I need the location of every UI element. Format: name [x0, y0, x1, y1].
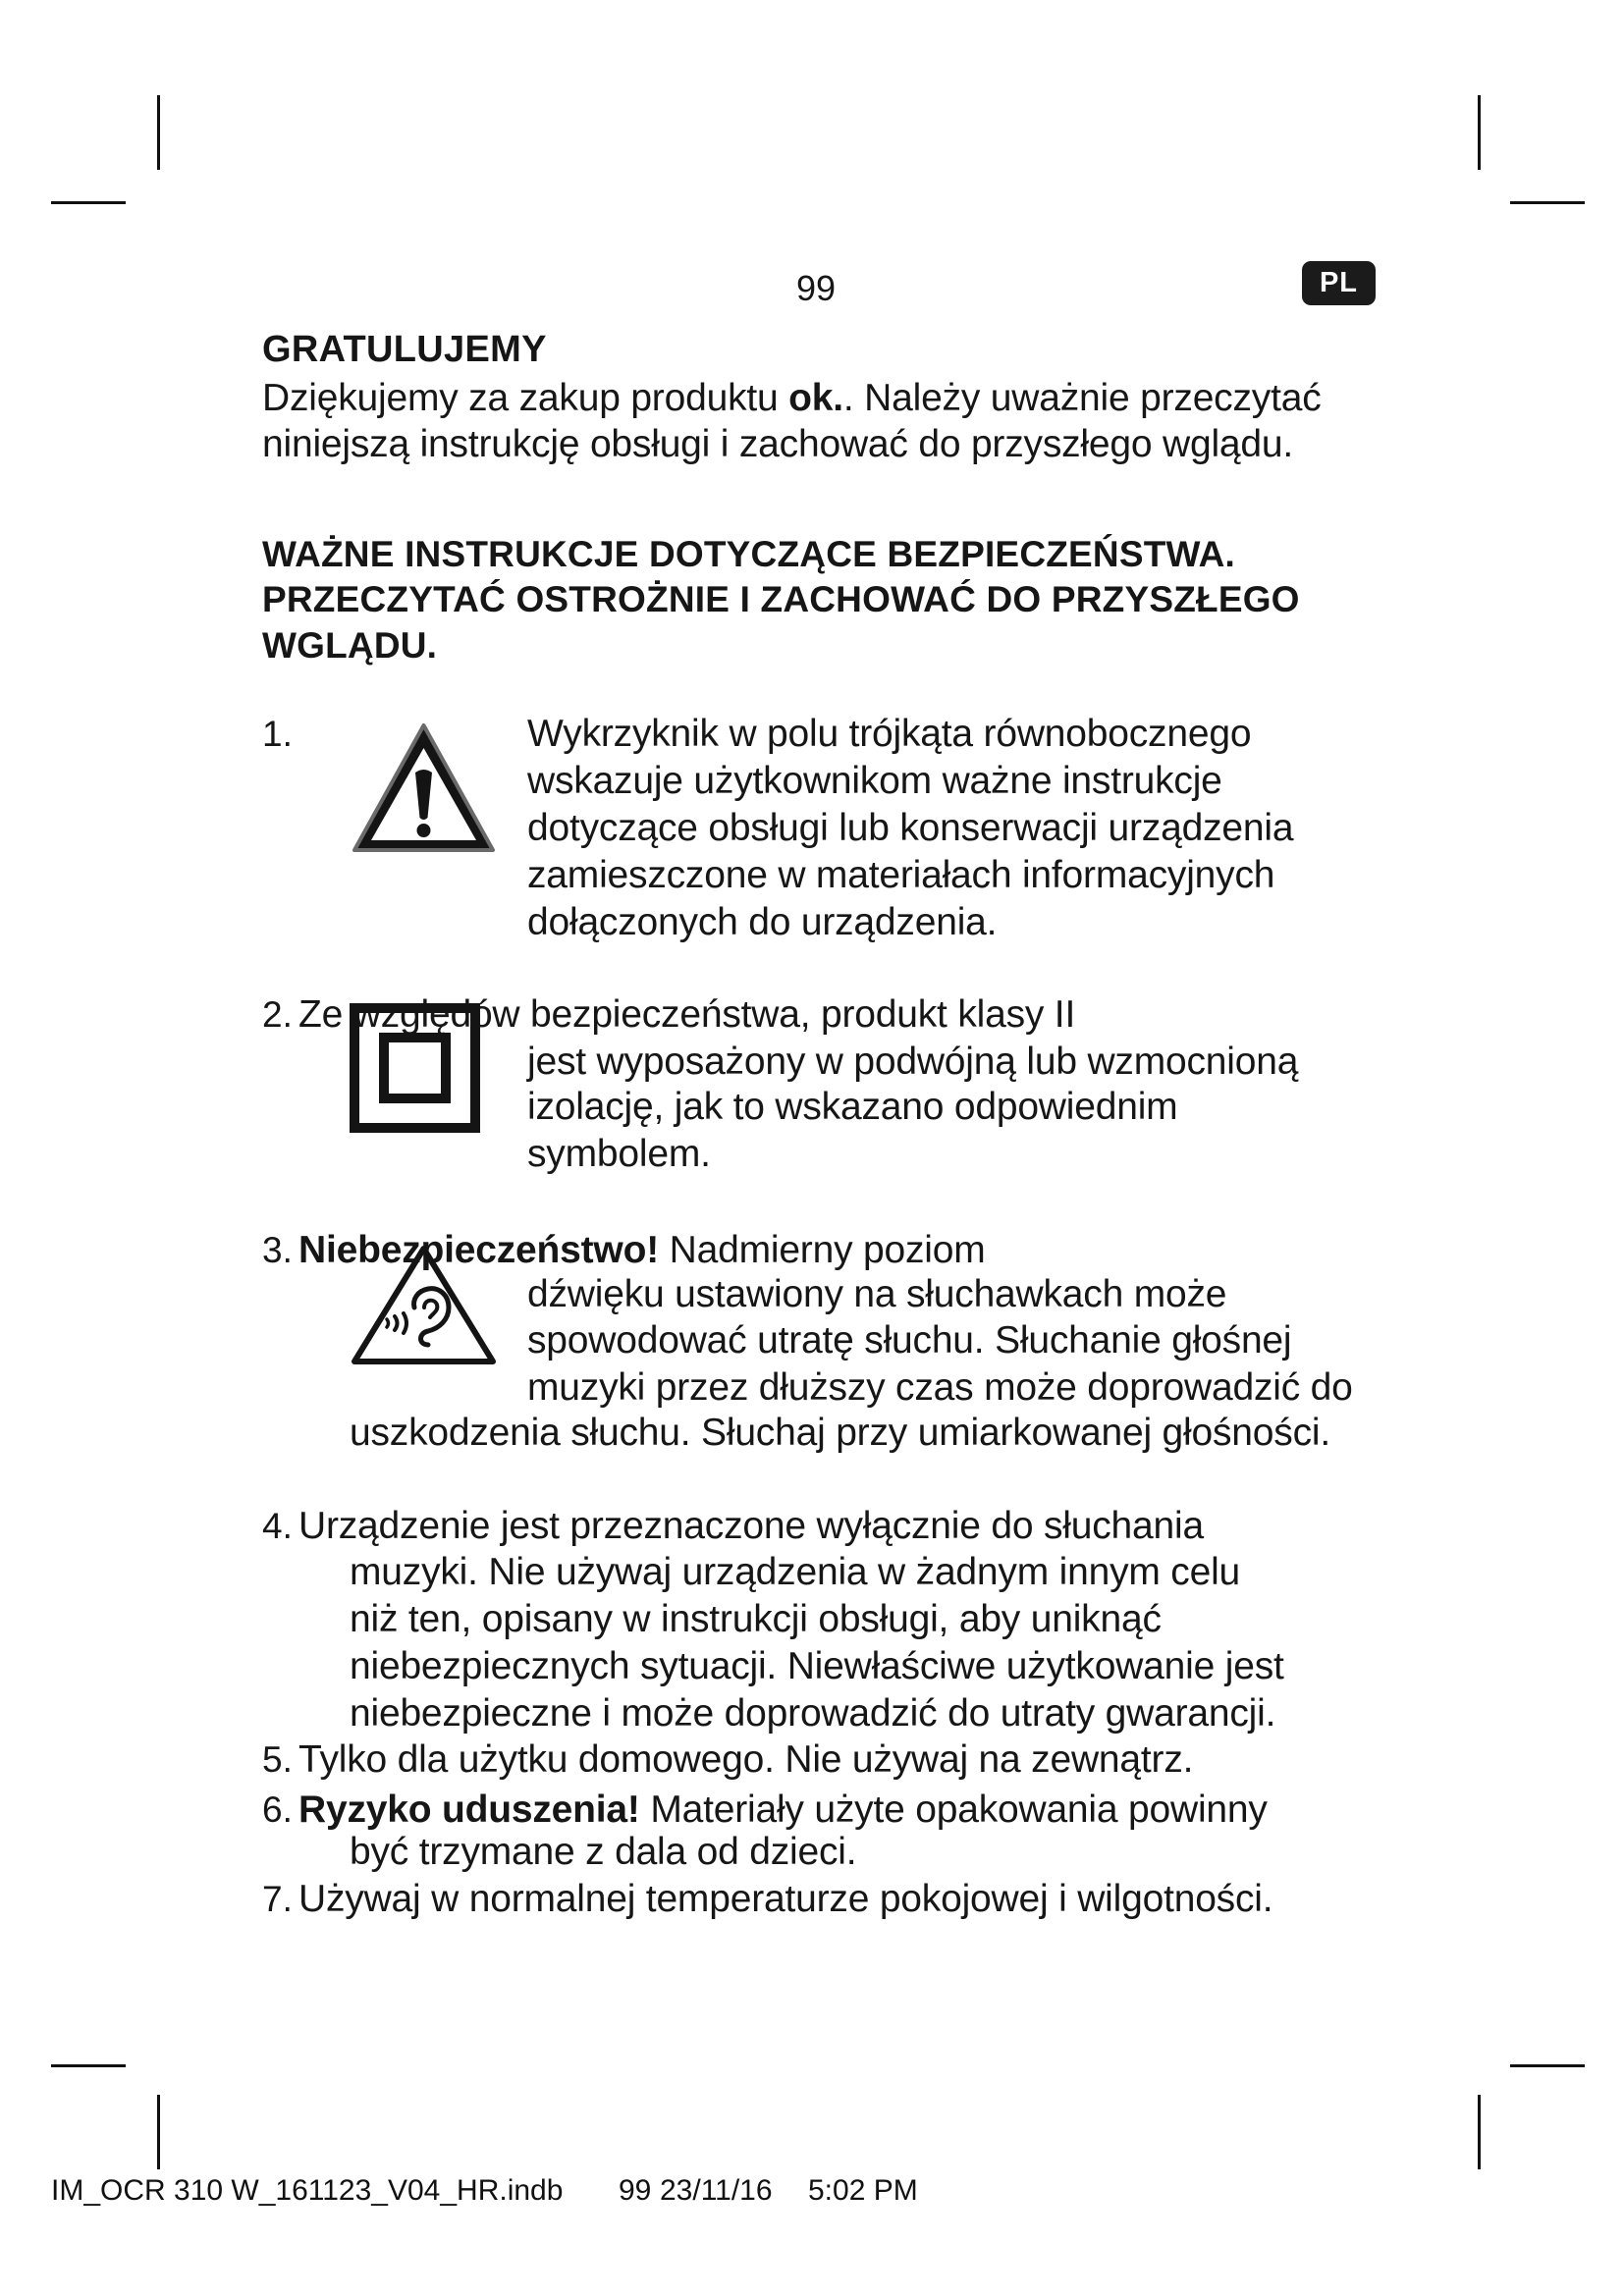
footer-date: 23/11/16	[660, 2174, 773, 2207]
safety-heading-line-2: PRZECZYTAĆ OSTROŻNIE I ZACHOWAĆ DO PRZYSZŁEGO	[262, 579, 1300, 619]
intro-line-1-before: Dziękujemy za zakup produktu	[262, 377, 789, 419]
footer-file-name: IM_OCR 310 W_161123_V04_HR.indb	[51, 2174, 564, 2207]
item-6-number: 6.	[262, 1789, 293, 1830]
item-1-line-5: dołączonych do urządzenia.	[527, 901, 998, 943]
item-7-number: 7.	[262, 1879, 293, 1919]
item-1-line-3: dotyczące obsługi lub konserwacji urządzenia	[527, 807, 1294, 849]
item-7-line-1: Używaj w normalnej temperaturze pokojowej i wilgotności.	[298, 1878, 1273, 1920]
item-2-line-2: jest wyposażony w podwójną lub wzmocnioną	[527, 1041, 1299, 1083]
item-3-line-2: dźwięku ustawiony na słuchawkach może	[527, 1273, 1227, 1315]
item-4-line-4: niebezpiecznych sytuacji. Niewłaściwe użytkowanie jest	[350, 1645, 1284, 1687]
item-1-line-2: wskazuje użytkownikom ważne instrukcje	[527, 760, 1222, 802]
safety-heading-line-3: WGLĄDU.	[262, 625, 438, 666]
item-4-number: 4.	[262, 1506, 293, 1546]
footer-page: 99	[619, 2174, 652, 2207]
item-3-line-3: spowodować utratę słuchu. Słuchanie głośnej	[527, 1319, 1292, 1362]
brand-name: ok.	[788, 377, 843, 419]
crop-mark-top-right-vertical	[1478, 95, 1481, 170]
item-1-line-4: zamieszczone w materiałach informacyjnych	[527, 854, 1275, 896]
double-insulation-icon	[350, 1003, 480, 1133]
item-3-line-4: muzyki przez dłuższy czas może doprowadzić do	[527, 1366, 1353, 1409]
crop-mark-top-left-vertical	[157, 95, 160, 170]
safety-heading-line-1: WAŻNE INSTRUKCJE DOTYCZĄCE BEZPIECZEŃSTWA.	[262, 534, 1235, 574]
item-6-line-2: być trzymane z dala od dzieci.	[350, 1831, 857, 1873]
item-4-line-5: niebezpieczne i może doprowadzić do utraty gwarancji.	[350, 1692, 1276, 1735]
hearing-damage-icon	[350, 1243, 498, 1367]
item-1-line-1: Wykrzyknik w polu trójkąta równobocznego	[527, 713, 1252, 755]
language-badge: PL	[1302, 261, 1376, 305]
item-1-number: 1.	[262, 714, 293, 754]
item-2-line-4: symbolem.	[527, 1133, 711, 1175]
item-3-line-1-rest: Nadmierny poziom	[658, 1229, 986, 1271]
warning-triangle-icon	[350, 720, 498, 856]
item-4-line-1: Urządzenie jest przeznaczone wyłącznie do słuchania	[298, 1505, 1204, 1547]
item-3-line-5: uszkodzenia słuchu. Słuchaj przy umiarkowanej głośności.	[350, 1412, 1330, 1454]
item-5-line-1: Tylko dla użytku domowego. Nie używaj na zewnątrz.	[298, 1738, 1194, 1781]
intro-line-1-after: . Należy uważnie przeczytać	[842, 377, 1322, 419]
suffocation-risk-label: Ryzyko uduszenia!	[298, 1789, 640, 1831]
footer-time: 5:02 PM	[808, 2174, 918, 2207]
item-5-number: 5.	[262, 1739, 293, 1780]
crop-mark-bottom-left-vertical	[157, 2095, 160, 2169]
item-6-line-1-rest: Materiały użyte opakowania powinny	[639, 1789, 1268, 1831]
crop-mark-bottom-right-vertical	[1478, 2095, 1481, 2169]
crop-mark-top-right-horizontal	[1510, 201, 1585, 204]
danger-label: Niebezpieczeństwo!	[298, 1229, 659, 1271]
intro-line-1	[262, 379, 1322, 417]
item-2-number: 2.	[262, 994, 293, 1035]
page-number: 99	[796, 268, 837, 308]
item-6-line-1	[298, 1790, 1268, 1829]
item-3-number: 3.	[262, 1230, 293, 1270]
crop-mark-top-left-horizontal	[51, 201, 126, 204]
item-2-line-3: izolację, jak to wskazano odpowiednim	[527, 1086, 1178, 1128]
intro-line-2: niniejszą instrukcję obsługi i zachować do przyszłego wglądu.	[262, 423, 1294, 465]
item-4-line-3: niż ten, opisany w instrukcji obsługi, aby uniknąć	[350, 1598, 1162, 1640]
item-2-line-1: Ze względów bezpieczeństwa, produkt klasy II	[298, 993, 1076, 1036]
item-4-line-2: muzyki. Nie używaj urządzenia w żadnym innym celu	[350, 1551, 1241, 1593]
crop-mark-bottom-right-horizontal	[1510, 2064, 1585, 2067]
intro-title: GRATULUJEMY	[262, 329, 547, 370]
crop-mark-bottom-left-horizontal	[51, 2064, 126, 2067]
